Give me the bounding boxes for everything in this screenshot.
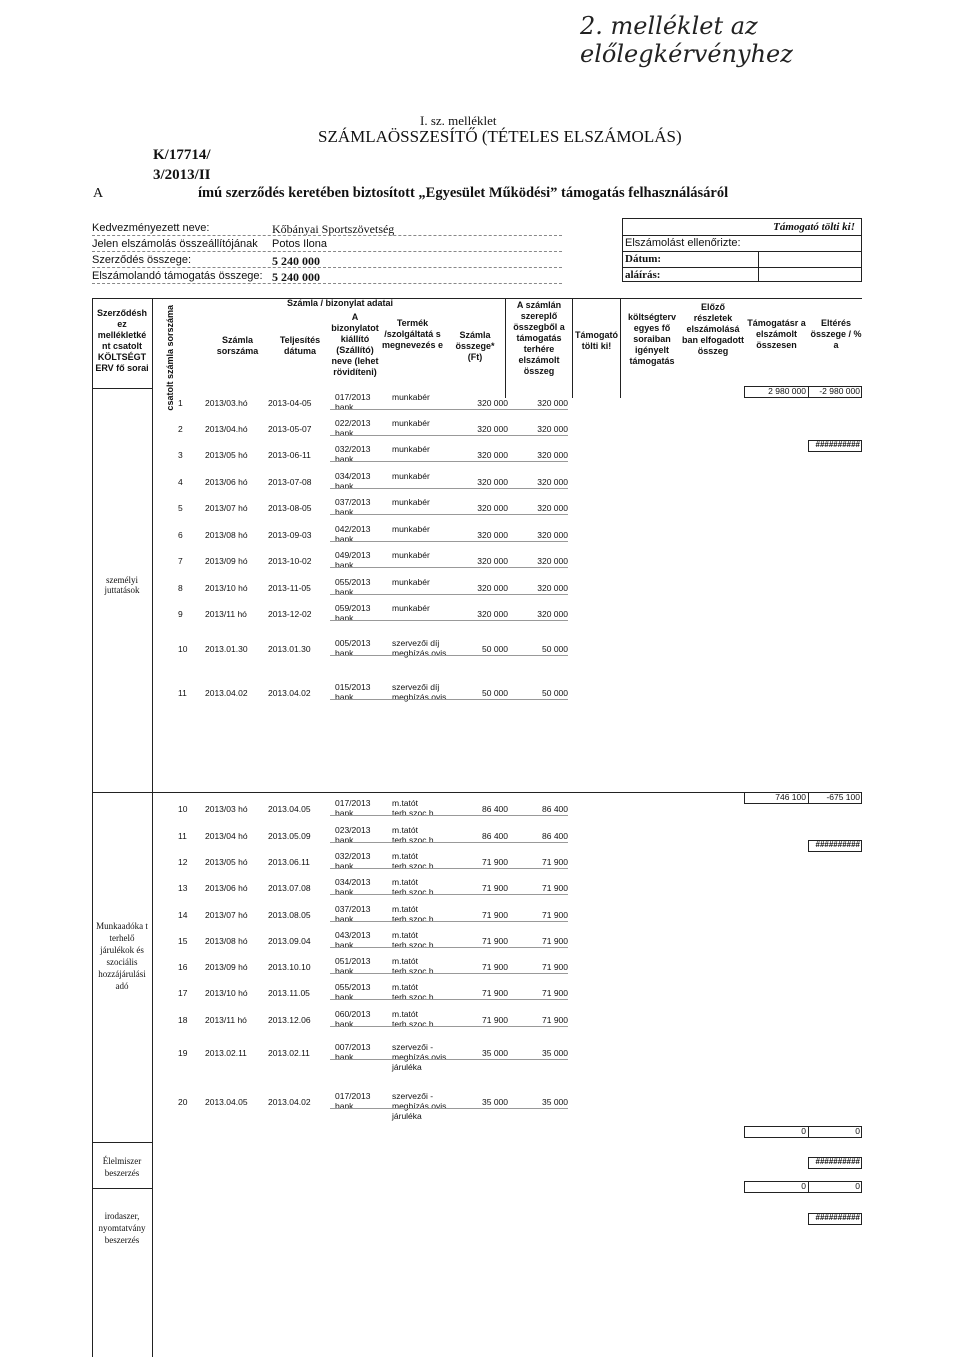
contract-number-1: K/17714/ bbox=[153, 147, 211, 163]
header-product: Termék /szolgáltatá s megnevezés e bbox=[381, 318, 444, 350]
item-name: szervezői díj megbízás ovis bbox=[392, 682, 447, 702]
performance-date: 2013.04.02 bbox=[268, 688, 311, 698]
section3-percent-value: ########## bbox=[815, 1157, 860, 1166]
signature-label: aláírás: bbox=[625, 269, 661, 281]
table-row-divider bbox=[330, 999, 568, 1000]
invoice-number: 2013/05 hó bbox=[205, 857, 248, 867]
supported-amount: 320 000 bbox=[537, 583, 568, 593]
invoice-amount: 320 000 bbox=[477, 609, 508, 619]
row-number: 6 bbox=[178, 530, 183, 540]
header-perf-date: Teljesítés dátuma bbox=[279, 335, 321, 356]
checked-by-label: Elszámolást ellenőrizte: bbox=[625, 237, 741, 249]
invoice-amount: 35 000 bbox=[482, 1097, 508, 1107]
row-number: 9 bbox=[178, 609, 183, 619]
table-row-divider bbox=[330, 655, 568, 656]
section3-total: 0 bbox=[801, 1126, 806, 1136]
header-total: Támogatásr a elszámolt összesen bbox=[747, 318, 806, 350]
invoice-number: 2013/06 hó bbox=[205, 477, 248, 487]
table-row-divider bbox=[330, 1026, 568, 1027]
table-row-divider bbox=[330, 620, 568, 621]
row-number: 10 bbox=[178, 644, 188, 654]
issuer: 023/2013 bank bbox=[335, 825, 371, 845]
section1-percent-value: ########## bbox=[815, 440, 860, 449]
invoice-amount: 320 000 bbox=[477, 450, 508, 460]
invoice-number: 2013/10 hó bbox=[205, 988, 248, 998]
header-previous: Előző részletek elszámolásá ban elfogadott összeg bbox=[682, 302, 744, 356]
invoice-amount: 320 000 bbox=[477, 477, 508, 487]
item-name: m.tatót terh.szoc h bbox=[392, 798, 434, 818]
item-name: m.tatót terh.szoc h bbox=[392, 982, 434, 1002]
performance-date: 2013.04.02 bbox=[268, 1097, 311, 1107]
invoice-amount: 71 900 bbox=[482, 857, 508, 867]
date-label: Dátum: bbox=[625, 253, 662, 265]
header-amount: Számla összege* (Ft) bbox=[455, 330, 495, 362]
issuer: 055/2013 bank bbox=[335, 577, 371, 597]
table-row-divider bbox=[330, 409, 568, 410]
issuer: 034/2013 bank bbox=[335, 471, 371, 491]
supported-amount: 320 000 bbox=[537, 530, 568, 540]
supported-amount: 35 000 bbox=[542, 1097, 568, 1107]
table-row-divider bbox=[330, 868, 568, 869]
info-value-beneficiary: Kőbányai Sportszövetség bbox=[272, 222, 395, 236]
invoice-amount: 320 000 bbox=[477, 583, 508, 593]
section-office-label: irodaszer, nyomtatvány beszerzés bbox=[98, 1211, 146, 1245]
item-name: munkabér bbox=[392, 577, 430, 587]
table-row-divider bbox=[330, 842, 568, 843]
invoice-number: 2013/09 hó bbox=[205, 962, 248, 972]
item-name: szervezői - megbízás ovis járuléka bbox=[392, 1042, 447, 1072]
supported-amount: 320 000 bbox=[537, 450, 568, 460]
supported-amount: 320 000 bbox=[537, 398, 568, 408]
supported-amount: 71 900 bbox=[542, 857, 568, 867]
item-name: m.tatót terh.szoc h bbox=[392, 851, 434, 871]
invoice-number: 2013/04 hó bbox=[205, 831, 248, 841]
table-row-divider bbox=[330, 514, 568, 515]
invoice-amount: 71 900 bbox=[482, 936, 508, 946]
invoice-amount: 71 900 bbox=[482, 962, 508, 972]
header-supporter-fills: Támogató tölti ki! bbox=[574, 330, 618, 351]
row-number: 14 bbox=[178, 910, 188, 920]
performance-date: 2013.01.30 bbox=[268, 644, 311, 654]
row-number: 13 bbox=[178, 883, 188, 893]
issuer: 034/2013 bank bbox=[335, 877, 371, 897]
issuer: 017/2013 bank bbox=[335, 1091, 371, 1111]
invoice-amount: 86 400 bbox=[482, 804, 508, 814]
item-name: m.tatót terh.szoc h bbox=[392, 825, 434, 845]
invoice-number: 2013/03 hó bbox=[205, 804, 248, 814]
table-row-divider bbox=[330, 1059, 568, 1060]
section2-total: 746 100 bbox=[775, 792, 806, 802]
info-block bbox=[92, 220, 572, 286]
header-group: Számla / bizonylat adatai bbox=[286, 298, 394, 308]
table-row-divider bbox=[330, 1108, 568, 1109]
item-name: szervezői - megbízás ovis járuléka bbox=[392, 1091, 447, 1121]
row-number: 20 bbox=[178, 1097, 188, 1107]
supported-amount: 71 900 bbox=[542, 988, 568, 998]
row-number: 18 bbox=[178, 1015, 188, 1025]
performance-date: 2013-11-05 bbox=[268, 583, 311, 593]
table-row-divider bbox=[330, 973, 568, 974]
row-number: 7 bbox=[178, 556, 183, 566]
supported-amount: 71 900 bbox=[542, 1015, 568, 1025]
issuer: 017/2013 bank bbox=[335, 798, 371, 818]
header-invoice-order bbox=[165, 305, 175, 411]
issuer: 037/2013 bank bbox=[335, 904, 371, 924]
invoice-number: 2013/10 hó bbox=[205, 583, 248, 593]
contract-number-2: 3/2013/II bbox=[153, 167, 211, 183]
row-number: 3 bbox=[178, 450, 183, 460]
section2-diff: -675 100 bbox=[826, 792, 860, 802]
invoice-number: 2013/08 hó bbox=[205, 936, 248, 946]
table-row-divider bbox=[330, 488, 568, 489]
supporter-box bbox=[622, 218, 862, 282]
supported-amount: 86 400 bbox=[542, 804, 568, 814]
table-row-divider bbox=[330, 435, 568, 436]
table-row-divider bbox=[330, 921, 568, 922]
supported-amount: 35 000 bbox=[542, 1048, 568, 1058]
invoice-amount: 50 000 bbox=[482, 688, 508, 698]
row-number: 11 bbox=[178, 688, 187, 698]
section3-diff: 0 bbox=[855, 1126, 860, 1136]
supported-amount: 320 000 bbox=[537, 503, 568, 513]
info-label-beneficiary: Kedvezményezett neve: bbox=[92, 222, 210, 234]
invoice-amount: 320 000 bbox=[477, 503, 508, 513]
invoice-number: 2013.01.30 bbox=[205, 644, 248, 654]
issuer: 051/2013 bank bbox=[335, 956, 371, 976]
issuer: 007/2013 bank bbox=[335, 1042, 371, 1062]
performance-date: 2013.09.04 bbox=[268, 936, 311, 946]
header-issuer: A bizonylatot kiállító (Szállító) neve (lehet rövidíteni) bbox=[331, 312, 379, 377]
table-row-divider bbox=[330, 541, 568, 542]
row-number: 5 bbox=[178, 503, 183, 513]
supported-amount: 50 000 bbox=[542, 688, 568, 698]
item-name: m.tatót terh.szoc h bbox=[392, 1009, 434, 1029]
row-number: 1 bbox=[178, 398, 183, 408]
invoice-amount: 35 000 bbox=[482, 1048, 508, 1058]
section4-total: 0 bbox=[801, 1181, 806, 1191]
header-invoice-order-text: csatolt számla sorszáma bbox=[165, 305, 175, 411]
table-row-divider bbox=[330, 815, 568, 816]
invoice-number: 2013/08 hó bbox=[205, 530, 248, 540]
performance-date: 2013-05-07 bbox=[268, 424, 312, 434]
invoice-amount: 320 000 bbox=[477, 398, 508, 408]
invoice-number: 2013/06 hó bbox=[205, 883, 248, 893]
row-number: 17 bbox=[178, 988, 188, 998]
section1-diff: -2 980 000 bbox=[819, 386, 860, 396]
issuer: 060/2013 bank bbox=[335, 1009, 371, 1029]
table-row-divider bbox=[330, 461, 568, 462]
supported-amount: 320 000 bbox=[537, 609, 568, 619]
invoice-amount: 71 900 bbox=[482, 883, 508, 893]
supported-amount: 71 900 bbox=[542, 910, 568, 920]
header-cost-plan: költségterv egyes fő soraiban igényelt támogatás bbox=[627, 312, 677, 366]
page-title: SZÁMLAÖSSZESÍTŐ (TÉTELES ELSZÁMOLÁS) bbox=[318, 127, 682, 146]
row-number: 19 bbox=[178, 1048, 188, 1058]
issuer: 043/2013 bank bbox=[335, 930, 371, 950]
invoice-amount: 320 000 bbox=[477, 424, 508, 434]
supporter-box-title: Támogató tölti ki! bbox=[773, 221, 855, 233]
item-name: munkabér bbox=[392, 603, 430, 613]
invoice-number: 2013/11 hó bbox=[205, 1015, 247, 1025]
invoice-number: 2013/05 hó bbox=[205, 450, 248, 460]
supported-amount: 71 900 bbox=[542, 962, 568, 972]
table-row-divider bbox=[330, 594, 568, 595]
performance-date: 2013.02.11 bbox=[268, 1048, 310, 1058]
issuer: 049/2013 bank bbox=[335, 550, 371, 570]
info-value-compiler: Potos Ilona bbox=[272, 238, 328, 250]
invoice-amount: 320 000 bbox=[477, 530, 508, 540]
info-value-contract-amount: 5 240 000 bbox=[272, 254, 320, 268]
supported-amount: 320 000 bbox=[537, 424, 568, 434]
issuer: 032/2013 bank bbox=[335, 851, 371, 871]
performance-date: 2013-12-02 bbox=[268, 609, 312, 619]
item-name: m.tatót terh.szoc h bbox=[392, 956, 434, 976]
header-difference: Eltérés összege / % a bbox=[810, 318, 862, 350]
info-label-support-amount: Elszámolandó támogatás összege: bbox=[92, 270, 263, 282]
item-name: m.tatót terh.szoc h bbox=[392, 904, 434, 924]
issuer: 017/2013 bank bbox=[335, 392, 371, 412]
issuer: 059/2013 bank bbox=[335, 603, 371, 623]
header-support-amount: A számlán szereplő összegből a támogatás terhére elszámolt összeg bbox=[513, 300, 565, 376]
invoice-number: 2013.04.05 bbox=[205, 1097, 248, 1107]
invoice-number: 2013.02.11 bbox=[205, 1048, 247, 1058]
invoice-amount: 86 400 bbox=[482, 831, 508, 841]
performance-date: 2013-07-08 bbox=[268, 477, 312, 487]
section2-percent-value: ########## bbox=[815, 840, 860, 849]
invoice-number: 2013/07 hó bbox=[205, 910, 248, 920]
performance-date: 2013-04-05 bbox=[268, 398, 312, 408]
supported-amount: 86 400 bbox=[542, 831, 568, 841]
performance-date: 2013.12.06 bbox=[268, 1015, 311, 1025]
performance-date: 2013-10-02 bbox=[268, 556, 312, 566]
performance-date: 2013.04.05 bbox=[268, 804, 311, 814]
item-name: munkabér bbox=[392, 550, 430, 560]
item-name: m.tatót terh.szoc h bbox=[392, 930, 434, 950]
row-number: 4 bbox=[178, 477, 183, 487]
row-number: 2 bbox=[178, 424, 183, 434]
header-cost-lines: Szerződésh ez mellékletké nt csatolt KÖLTSÉGT ERV fő sorai bbox=[95, 308, 149, 373]
issuer: 032/2013 bank bbox=[335, 444, 371, 464]
supported-amount: 320 000 bbox=[537, 477, 568, 487]
table-row-divider bbox=[330, 699, 568, 700]
invoice-number: 2013/09 hó bbox=[205, 556, 248, 566]
issuer: 042/2013 bank bbox=[335, 524, 371, 544]
section-contributions-label: Munkaadóka t terhelő járulékok és szociális hozzájárulási adó bbox=[96, 921, 148, 991]
issuer: 022/2013 bank bbox=[335, 418, 371, 438]
annex-label: I. sz. melléklet bbox=[420, 113, 497, 128]
row-number: 16 bbox=[178, 962, 188, 972]
table-row-divider bbox=[330, 567, 568, 568]
performance-date: 2013.10.10 bbox=[268, 962, 311, 972]
info-label-contract-amount: Szerződés összege: bbox=[92, 254, 192, 266]
supported-amount: 71 900 bbox=[542, 936, 568, 946]
row-number: 8 bbox=[178, 583, 183, 593]
section-personal-label: személyi juttatások bbox=[104, 575, 140, 595]
invoice-number: 2013/07 hó bbox=[205, 503, 248, 513]
row-number: 11 bbox=[178, 831, 187, 841]
issuer: 037/2013 bank bbox=[335, 497, 371, 517]
item-name: szervezői díj megbízás ovis bbox=[392, 638, 447, 658]
row-number: 15 bbox=[178, 936, 188, 946]
section-food-label: Élelmiszer beszerzés bbox=[102, 1156, 142, 1178]
invoice-amount: 71 900 bbox=[482, 910, 508, 920]
performance-date: 2013-06-11 bbox=[268, 450, 311, 460]
item-name: munkabér bbox=[392, 497, 430, 507]
table-row-divider bbox=[330, 894, 568, 895]
table-row-divider bbox=[330, 947, 568, 948]
issuer: 015/2013 bank bbox=[335, 682, 371, 702]
performance-date: 2013.08.05 bbox=[268, 910, 311, 920]
issuer: 005/2013 bank bbox=[335, 638, 371, 658]
supported-amount: 71 900 bbox=[542, 883, 568, 893]
performance-date: 2013.06.11 bbox=[268, 857, 310, 867]
invoice-amount: 50 000 bbox=[482, 644, 508, 654]
prefix-a: A bbox=[93, 186, 104, 201]
item-name: munkabér bbox=[392, 524, 430, 534]
supported-amount: 50 000 bbox=[542, 644, 568, 654]
invoice-number: 2013/11 hó bbox=[205, 609, 247, 619]
item-name: m.tatót terh.szoc h bbox=[392, 877, 434, 897]
invoice-number: 2013.04.02 bbox=[205, 688, 248, 698]
invoice-number: 2013/03.hó bbox=[205, 398, 248, 408]
item-name: munkabér bbox=[392, 471, 430, 481]
info-label-compiler: Jelen elszámolás összeállítójának bbox=[92, 238, 258, 250]
section1-total: 2 980 000 bbox=[768, 386, 806, 396]
subtitle: ímú szerződés keretében biztosított „Egyesület Működési” támogatás felhasználásáról bbox=[198, 185, 729, 201]
performance-date: 2013.11.05 bbox=[268, 988, 310, 998]
issuer: 055/2013 bank bbox=[335, 982, 371, 1002]
supported-amount: 320 000 bbox=[537, 556, 568, 566]
handwritten-title: 2. melléklet az előlegkérvényhez bbox=[580, 12, 793, 68]
section4-percent-value: ########## bbox=[815, 1213, 860, 1222]
performance-date: 2013.05.09 bbox=[268, 831, 311, 841]
row-number: 10 bbox=[178, 804, 188, 814]
performance-date: 2013.07.08 bbox=[268, 883, 311, 893]
row-number: 12 bbox=[178, 857, 188, 867]
item-name: munkabér bbox=[392, 418, 430, 428]
info-value-support-amount: 5 240 000 bbox=[272, 270, 320, 284]
invoice-amount: 71 900 bbox=[482, 1015, 508, 1025]
invoice-amount: 71 900 bbox=[482, 988, 508, 998]
item-name: munkabér bbox=[392, 444, 430, 454]
performance-date: 2013-09-03 bbox=[268, 530, 312, 540]
item-name: munkabér bbox=[392, 392, 430, 402]
section4-diff: 0 bbox=[855, 1181, 860, 1191]
invoice-amount: 320 000 bbox=[477, 556, 508, 566]
invoice-number: 2013/04.hó bbox=[205, 424, 248, 434]
performance-date: 2013-08-05 bbox=[268, 503, 312, 513]
header-invoice-no: Számla sorszáma bbox=[216, 335, 259, 356]
